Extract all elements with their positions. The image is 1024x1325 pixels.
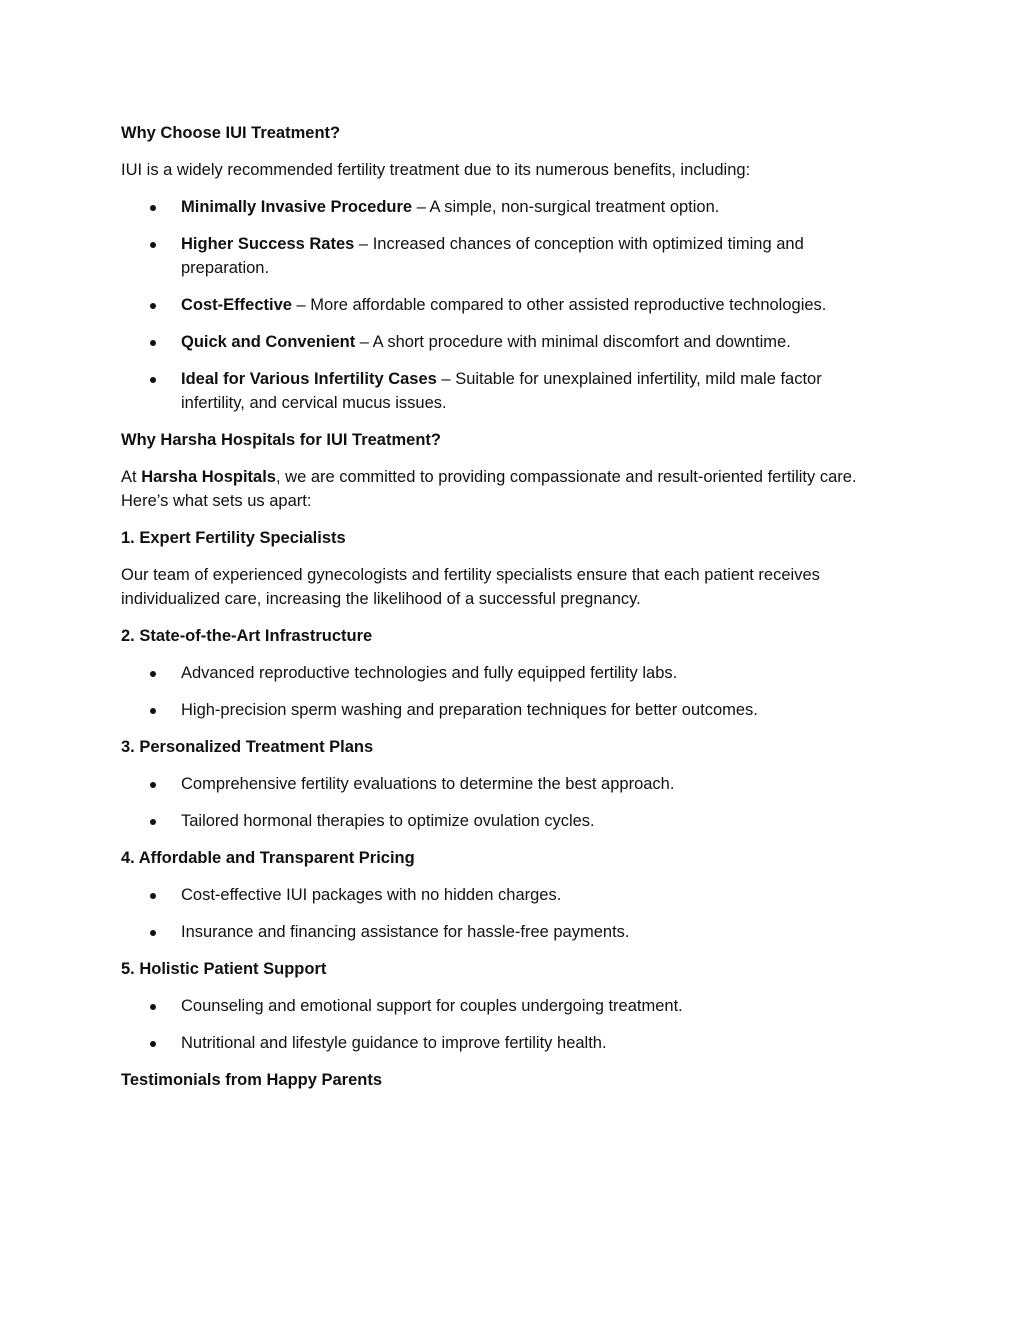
list-item-text: Counseling and emotional support for couples undergoing treatment. [181,997,683,1015]
bullet-icon [150,340,156,346]
patient-support-list [121,994,884,1055]
bullet-icon [150,1004,156,1010]
benefit-title: Higher Success Rates [181,235,355,253]
list-item [121,883,884,907]
harsha-intro-paragraph [121,465,884,513]
bullet-icon [150,819,156,825]
benefits-list [121,195,884,415]
list-item [121,367,884,415]
bullet-icon [150,708,156,714]
list-item [121,772,884,796]
bullet-icon [150,205,156,211]
point-heading-pricing: 4. Affordable and Transparent Pricing [121,849,415,867]
iui-intro-paragraph: IUI is a widely recommended fertility treatment due to its numerous benefits, including: [121,161,751,179]
hospital-name: Harsha Hospitals [141,468,276,486]
section-heading-testimonials: Testimonials from Happy Parents [121,1071,383,1089]
list-item [121,994,884,1018]
list-item-text: Advanced reproductive technologies and fully equipped fertility labs. [181,664,678,682]
list-item-text: Comprehensive fertility evaluations to determine the best approach. [181,775,675,793]
benefit-desc: – A simple, non-surgical treatment option. [412,198,720,216]
expert-specialists-paragraph: Our team of experienced gynecologists and fertility specialists ensure that each patient receives individualized care, increasing the likelihood of a successful pregnancy. [121,566,820,608]
list-item-text: Nutritional and lifestyle guidance to improve fertility health. [181,1034,607,1052]
bullet-icon [150,782,156,788]
benefit-title: Cost-Effective [181,296,292,314]
list-item [121,809,884,833]
list-item [121,920,884,944]
list-item [121,661,884,685]
bullet-icon [150,242,156,248]
point-heading-infrastructure: 2. State-of-the-Art Infrastructure [121,627,373,645]
list-item-text: Insurance and financing assistance for hassle-free payments. [181,923,630,941]
list-item-text: Tailored hormonal therapies to optimize ovulation cycles. [181,812,595,830]
section-heading-why-choose-iui: Why Choose IUI Treatment? [121,124,341,142]
point-heading-expert-specialists: 1. Expert Fertility Specialists [121,529,346,547]
section-heading-why-harsha: Why Harsha Hospitals for IUI Treatment? [121,431,441,449]
benefit-title: Minimally Invasive Procedure [181,198,413,216]
bullet-icon [150,671,156,677]
list-item [121,293,884,317]
benefit-desc: – More affordable compared to other assisted reproductive technologies. [291,296,827,314]
bullet-icon [150,377,156,383]
list-item-text: Cost-effective IUI packages with no hidden charges. [181,886,562,904]
pricing-list [121,883,884,944]
bullet-icon [150,1041,156,1047]
list-item [121,330,884,354]
list-item [121,232,884,280]
personalized-plans-list [121,772,884,833]
list-item [121,1031,884,1055]
benefit-desc: – Increased chances of conception with optimized timing and preparation. [181,235,804,277]
benefit-desc: – Suitable for unexplained infertility, mild male factor infertility, and cervical mucus issues. [181,370,822,412]
bullet-icon [150,930,156,936]
benefit-title: Ideal for Various Infertility Cases [181,370,437,388]
point-heading-personalized-plans: 3. Personalized Treatment Plans [121,738,374,756]
list-item [121,698,884,722]
bullet-icon [150,303,156,309]
benefit-title: Quick and Convenient [181,333,356,351]
list-item [121,195,884,219]
benefit-desc: – A short procedure with minimal discomfort and downtime. [355,333,791,351]
point-heading-patient-support: 5. Holistic Patient Support [121,960,327,978]
infrastructure-list [121,661,884,722]
list-item-text: High-precision sperm washing and preparation techniques for better outcomes. [181,701,758,719]
bullet-icon [150,893,156,899]
intro-suffix: , we are committed to providing compassionate and result-oriented fertility care. Here’s what sets us apart: [121,468,857,510]
intro-prefix: At [121,468,142,486]
